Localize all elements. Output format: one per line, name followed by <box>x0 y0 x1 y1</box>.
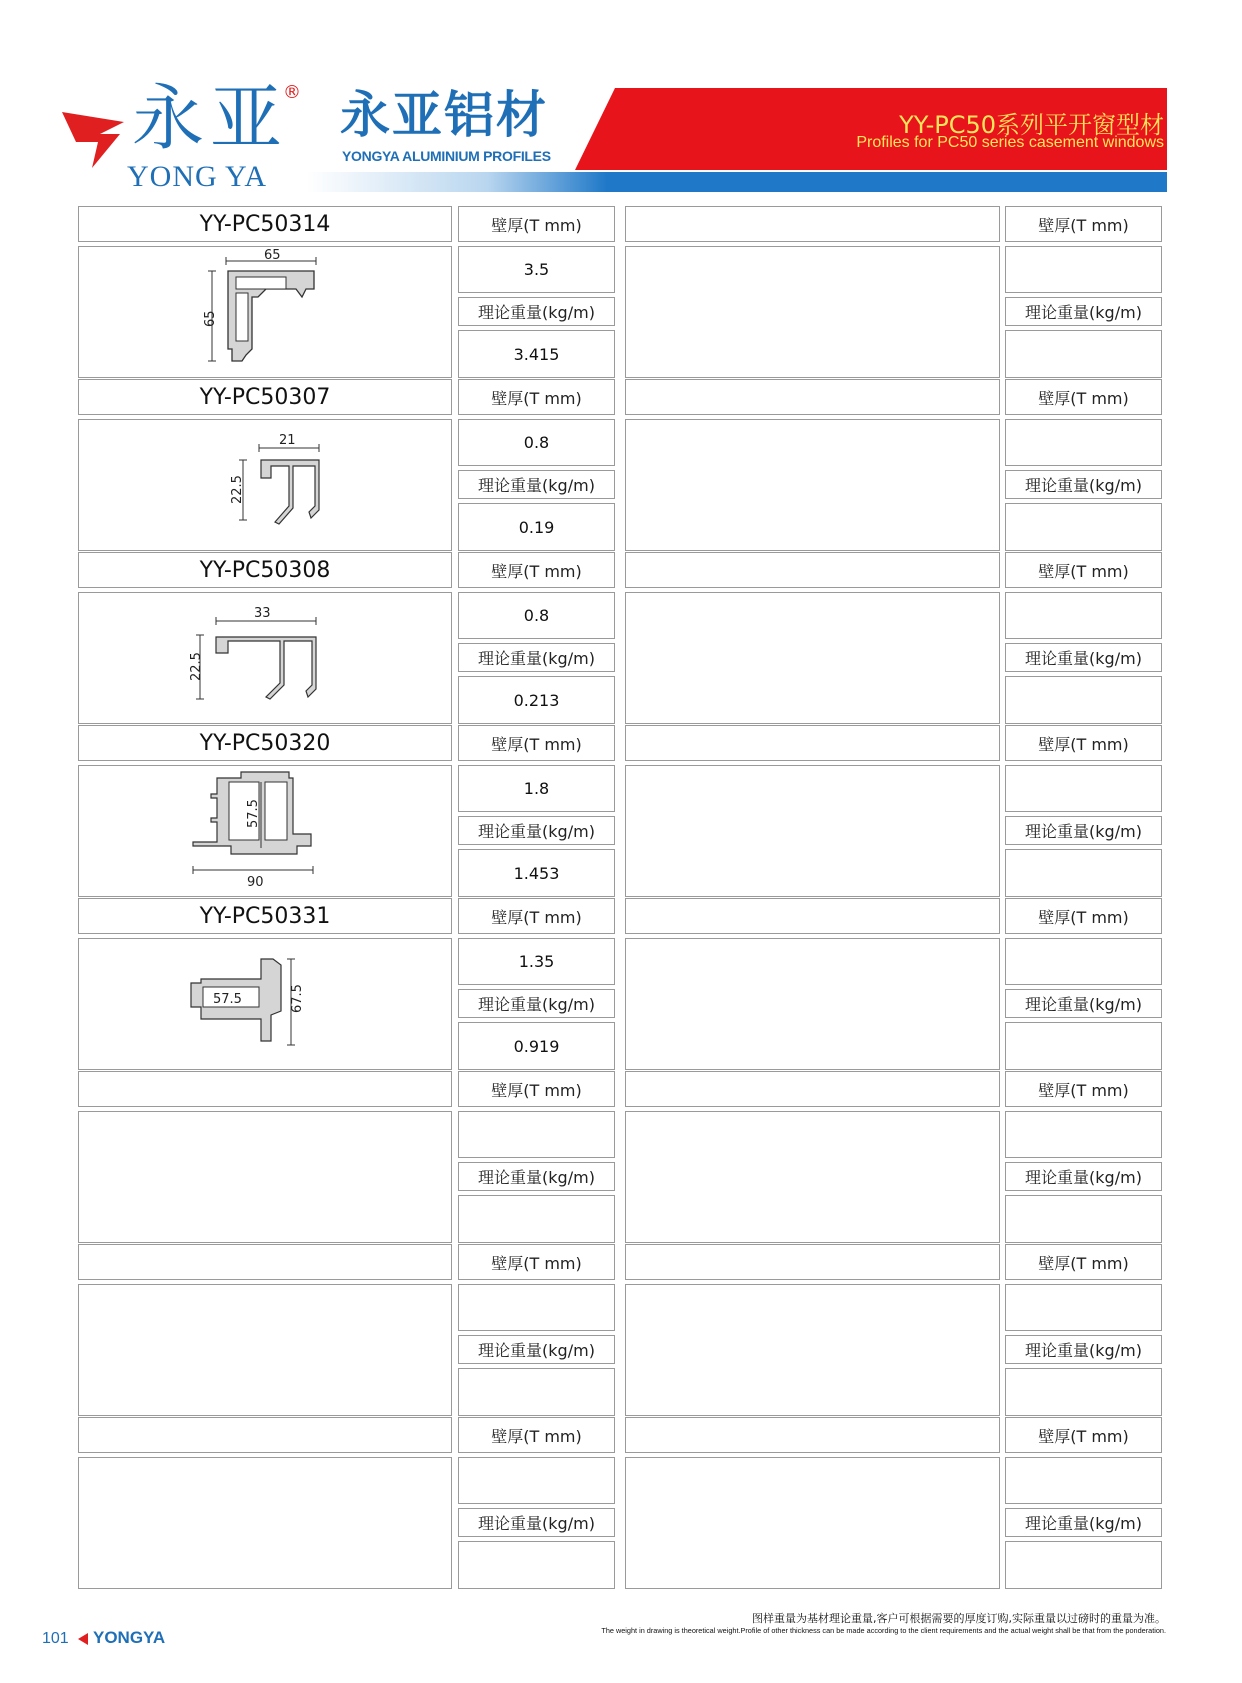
model-cell-right <box>625 552 1000 588</box>
model-cell <box>78 1071 452 1107</box>
thickness-value-right <box>1005 765 1162 812</box>
thickness-label <box>458 552 615 588</box>
weight-value <box>458 1368 615 1416</box>
thickness-label-right-text: 壁厚(T mm) <box>1038 388 1129 408</box>
drawing-cell-right <box>625 246 1000 378</box>
model-cell <box>78 898 452 934</box>
dimension-label: 57.5 <box>213 992 242 1007</box>
thickness-label <box>458 379 615 415</box>
drawing-cell-right <box>625 1457 1000 1589</box>
weight-value-text: 1.453 <box>513 863 560 883</box>
thickness-label-right-text: 壁厚(T mm) <box>1038 215 1129 235</box>
weight-label-text: 理论重量(kg/m) <box>478 303 595 322</box>
thickness-label-right <box>1005 552 1162 588</box>
thickness-value <box>458 246 615 293</box>
weight-label-right-text: 理论重量(kg/m) <box>1025 1168 1142 1187</box>
weight-value <box>458 330 615 378</box>
weight-label-right <box>1005 989 1162 1018</box>
model-cell-right <box>625 206 1000 242</box>
thickness-value-right <box>1005 419 1162 466</box>
profile-section-drawing <box>221 420 371 550</box>
thickness-value-text: 1.8 <box>523 779 550 798</box>
thickness-value <box>458 1457 615 1504</box>
drawing-cell <box>78 765 452 897</box>
weight-label-text: 理论重量(kg/m) <box>478 995 595 1014</box>
thickness-label-right <box>1005 898 1162 934</box>
thickness-label-right-text: 壁厚(T mm) <box>1038 734 1129 754</box>
thickness-label-text: 壁厚(T mm) <box>491 1253 582 1273</box>
thickness-value-text: 3.5 <box>523 260 550 279</box>
drawing-cell <box>78 592 452 724</box>
thickness-value <box>458 1284 615 1331</box>
weight-label-text: 理论重量(kg/m) <box>478 476 595 495</box>
weight-value-right <box>1005 1368 1162 1416</box>
footer-brand: YONGYA <box>93 1628 166 1647</box>
weight-note-cn: 图样重量为基材理论重量,客户可根据需要的厚度订购,实际重量以过磅时的重量为准。 <box>752 1612 1166 1625</box>
model-cell-right <box>625 379 1000 415</box>
drawing-cell-right <box>625 592 1000 724</box>
weight-label-text: 理论重量(kg/m) <box>478 1514 595 1533</box>
weight-label <box>458 470 615 499</box>
model-cell <box>78 725 452 761</box>
weight-label-right-text: 理论重量(kg/m) <box>1025 476 1142 495</box>
thickness-label-text: 壁厚(T mm) <box>491 1426 582 1446</box>
thickness-label-text: 壁厚(T mm) <box>491 561 582 581</box>
model-cell-text: YY-PC50331 <box>199 903 331 929</box>
dimension-label: 57.5 <box>246 799 261 828</box>
dimension-label: 65 <box>203 310 218 327</box>
model-cell <box>78 206 452 242</box>
dimension-label: 22.5 <box>230 475 245 504</box>
drawing-cell <box>78 1111 452 1243</box>
weight-label-right <box>1005 1508 1162 1537</box>
weight-value-right <box>1005 330 1162 378</box>
weight-value-right <box>1005 1541 1162 1589</box>
model-cell-text: YY-PC50308 <box>199 557 331 583</box>
thickness-label-text: 壁厚(T mm) <box>491 734 582 754</box>
thickness-label-text: 壁厚(T mm) <box>491 215 582 235</box>
series-title-cn: YY-PC50系列平开窗型材 <box>899 111 1164 139</box>
dimension-label: 90 <box>247 875 264 890</box>
model-cell <box>78 1417 452 1453</box>
thickness-label-right <box>1005 1071 1162 1107</box>
thickness-label-right <box>1005 1417 1162 1453</box>
model-cell-text: YY-PC50307 <box>199 384 331 410</box>
drawing-cell-right <box>625 419 1000 551</box>
thickness-value-right <box>1005 1457 1162 1504</box>
thickness-value-right <box>1005 592 1162 639</box>
model-cell-right <box>625 1417 1000 1453</box>
thickness-value-text: 1.35 <box>518 952 555 971</box>
weight-label-right <box>1005 1162 1162 1191</box>
weight-value-right <box>1005 849 1162 897</box>
thickness-value <box>458 765 615 812</box>
weight-note-en: The weight in drawing is theoretical weight.Profile of other thickness can be made according to the client requirements and the actual weight shall be that from the ponderation. <box>601 1626 1166 1635</box>
page-number: 101 <box>42 1630 69 1647</box>
thickness-label <box>458 725 615 761</box>
profile-section-drawing <box>203 248 356 379</box>
thickness-label-text: 壁厚(T mm) <box>491 388 582 408</box>
weight-label-right-text: 理论重量(kg/m) <box>1025 649 1142 668</box>
model-cell <box>78 1244 452 1280</box>
weight-value <box>458 503 615 551</box>
profile-section-drawing <box>181 935 331 1065</box>
weight-label-right <box>1005 1335 1162 1364</box>
dimension-label: 67.5 <box>290 984 305 1013</box>
weight-label-right-text: 理论重量(kg/m) <box>1025 303 1142 322</box>
dimension-label: 33 <box>254 606 271 621</box>
weight-label <box>458 1335 615 1364</box>
model-cell-text: YY-PC50320 <box>199 730 331 756</box>
drawing-cell <box>78 1284 452 1416</box>
thickness-value-right <box>1005 938 1162 985</box>
thickness-label-right-text: 壁厚(T mm) <box>1038 1426 1129 1446</box>
weight-value-text: 3.415 <box>513 344 560 364</box>
thickness-label-right <box>1005 725 1162 761</box>
weight-label <box>458 989 615 1018</box>
drawing-cell-right <box>625 1284 1000 1416</box>
thickness-label-right-text: 壁厚(T mm) <box>1038 561 1129 581</box>
thickness-value-text: 0.8 <box>523 606 550 625</box>
weight-label-text: 理论重量(kg/m) <box>478 1341 595 1360</box>
thickness-label-text: 壁厚(T mm) <box>491 1080 582 1100</box>
weight-value <box>458 1195 615 1243</box>
weight-label <box>458 643 615 672</box>
model-cell-right <box>625 1071 1000 1107</box>
drawing-cell <box>78 938 452 1070</box>
profile-section-drawing <box>181 762 331 892</box>
thickness-value <box>458 419 615 466</box>
weight-value-text: 0.213 <box>513 690 560 710</box>
dimension-label: 21 <box>279 433 296 448</box>
thickness-label-right <box>1005 379 1162 415</box>
model-cell <box>78 379 452 415</box>
thickness-label <box>458 206 615 242</box>
thickness-value <box>458 938 615 985</box>
weight-label-right <box>1005 297 1162 326</box>
model-cell <box>78 552 452 588</box>
series-title-en: Profiles for PC50 series casement windows <box>856 134 1164 151</box>
model-cell-right <box>625 725 1000 761</box>
weight-label-right <box>1005 470 1162 499</box>
thickness-value-right <box>1005 246 1162 293</box>
thickness-value <box>458 1111 615 1158</box>
brand-title: 永亚铝材 <box>340 86 548 144</box>
brand-subtitle: YONGYA ALUMINIUM PROFILES <box>342 148 551 164</box>
weight-label-right <box>1005 816 1162 845</box>
weight-value-text: 0.919 <box>513 1036 560 1056</box>
drawing-cell-right <box>625 938 1000 1070</box>
logo-english: YONG YA <box>127 160 268 193</box>
weight-label-right <box>1005 643 1162 672</box>
thickness-value-text: 0.8 <box>523 433 550 452</box>
thickness-label <box>458 898 615 934</box>
weight-value <box>458 849 615 897</box>
weight-label-text: 理论重量(kg/m) <box>478 1168 595 1187</box>
drawing-cell-right <box>625 1111 1000 1243</box>
weight-label <box>458 816 615 845</box>
arrow-left-icon <box>78 1633 88 1645</box>
dimension-label: 22.5 <box>189 652 204 681</box>
weight-value-right <box>1005 1195 1162 1243</box>
logo-wing-icon <box>62 112 124 168</box>
weight-label-right-text: 理论重量(kg/m) <box>1025 1514 1142 1533</box>
weight-value-right <box>1005 503 1162 551</box>
thickness-label-right <box>1005 1244 1162 1280</box>
profile-section-drawing <box>186 593 336 723</box>
weight-label-right-text: 理论重量(kg/m) <box>1025 822 1142 841</box>
weight-label <box>458 1508 615 1537</box>
thickness-label-right-text: 壁厚(T mm) <box>1038 907 1129 927</box>
weight-value <box>458 1022 615 1070</box>
thickness-label-right-text: 壁厚(T mm) <box>1038 1080 1129 1100</box>
drawing-cell <box>78 246 452 378</box>
weight-label <box>458 297 615 326</box>
drawing-cell <box>78 419 452 551</box>
thickness-label-right <box>1005 206 1162 242</box>
logo-chinese: 永亚 <box>132 76 289 160</box>
weight-label-text: 理论重量(kg/m) <box>478 822 595 841</box>
weight-label <box>458 1162 615 1191</box>
weight-value-right <box>1005 676 1162 724</box>
thickness-label <box>458 1071 615 1107</box>
model-cell-right <box>625 898 1000 934</box>
weight-value <box>458 1541 615 1589</box>
thickness-value <box>458 592 615 639</box>
thickness-value-right <box>1005 1111 1162 1158</box>
dimension-label: 65 <box>264 248 281 263</box>
weight-value-text: 0.19 <box>518 517 555 537</box>
thickness-label <box>458 1417 615 1453</box>
model-cell-right <box>625 1244 1000 1280</box>
weight-value-right <box>1005 1022 1162 1070</box>
drawing-cell-right <box>625 765 1000 897</box>
thickness-label-right-text: 壁厚(T mm) <box>1038 1253 1129 1273</box>
weight-value <box>458 676 615 724</box>
weight-label-right-text: 理论重量(kg/m) <box>1025 995 1142 1014</box>
drawing-cell <box>78 1457 452 1589</box>
registered-mark: ® <box>283 82 301 103</box>
thickness-label <box>458 1244 615 1280</box>
weight-label-text: 理论重量(kg/m) <box>478 649 595 668</box>
weight-label-right-text: 理论重量(kg/m) <box>1025 1341 1142 1360</box>
thickness-value-right <box>1005 1284 1162 1331</box>
thickness-label-text: 壁厚(T mm) <box>491 907 582 927</box>
model-cell-text: YY-PC50314 <box>199 211 331 237</box>
header-blue-gradient <box>307 172 607 192</box>
